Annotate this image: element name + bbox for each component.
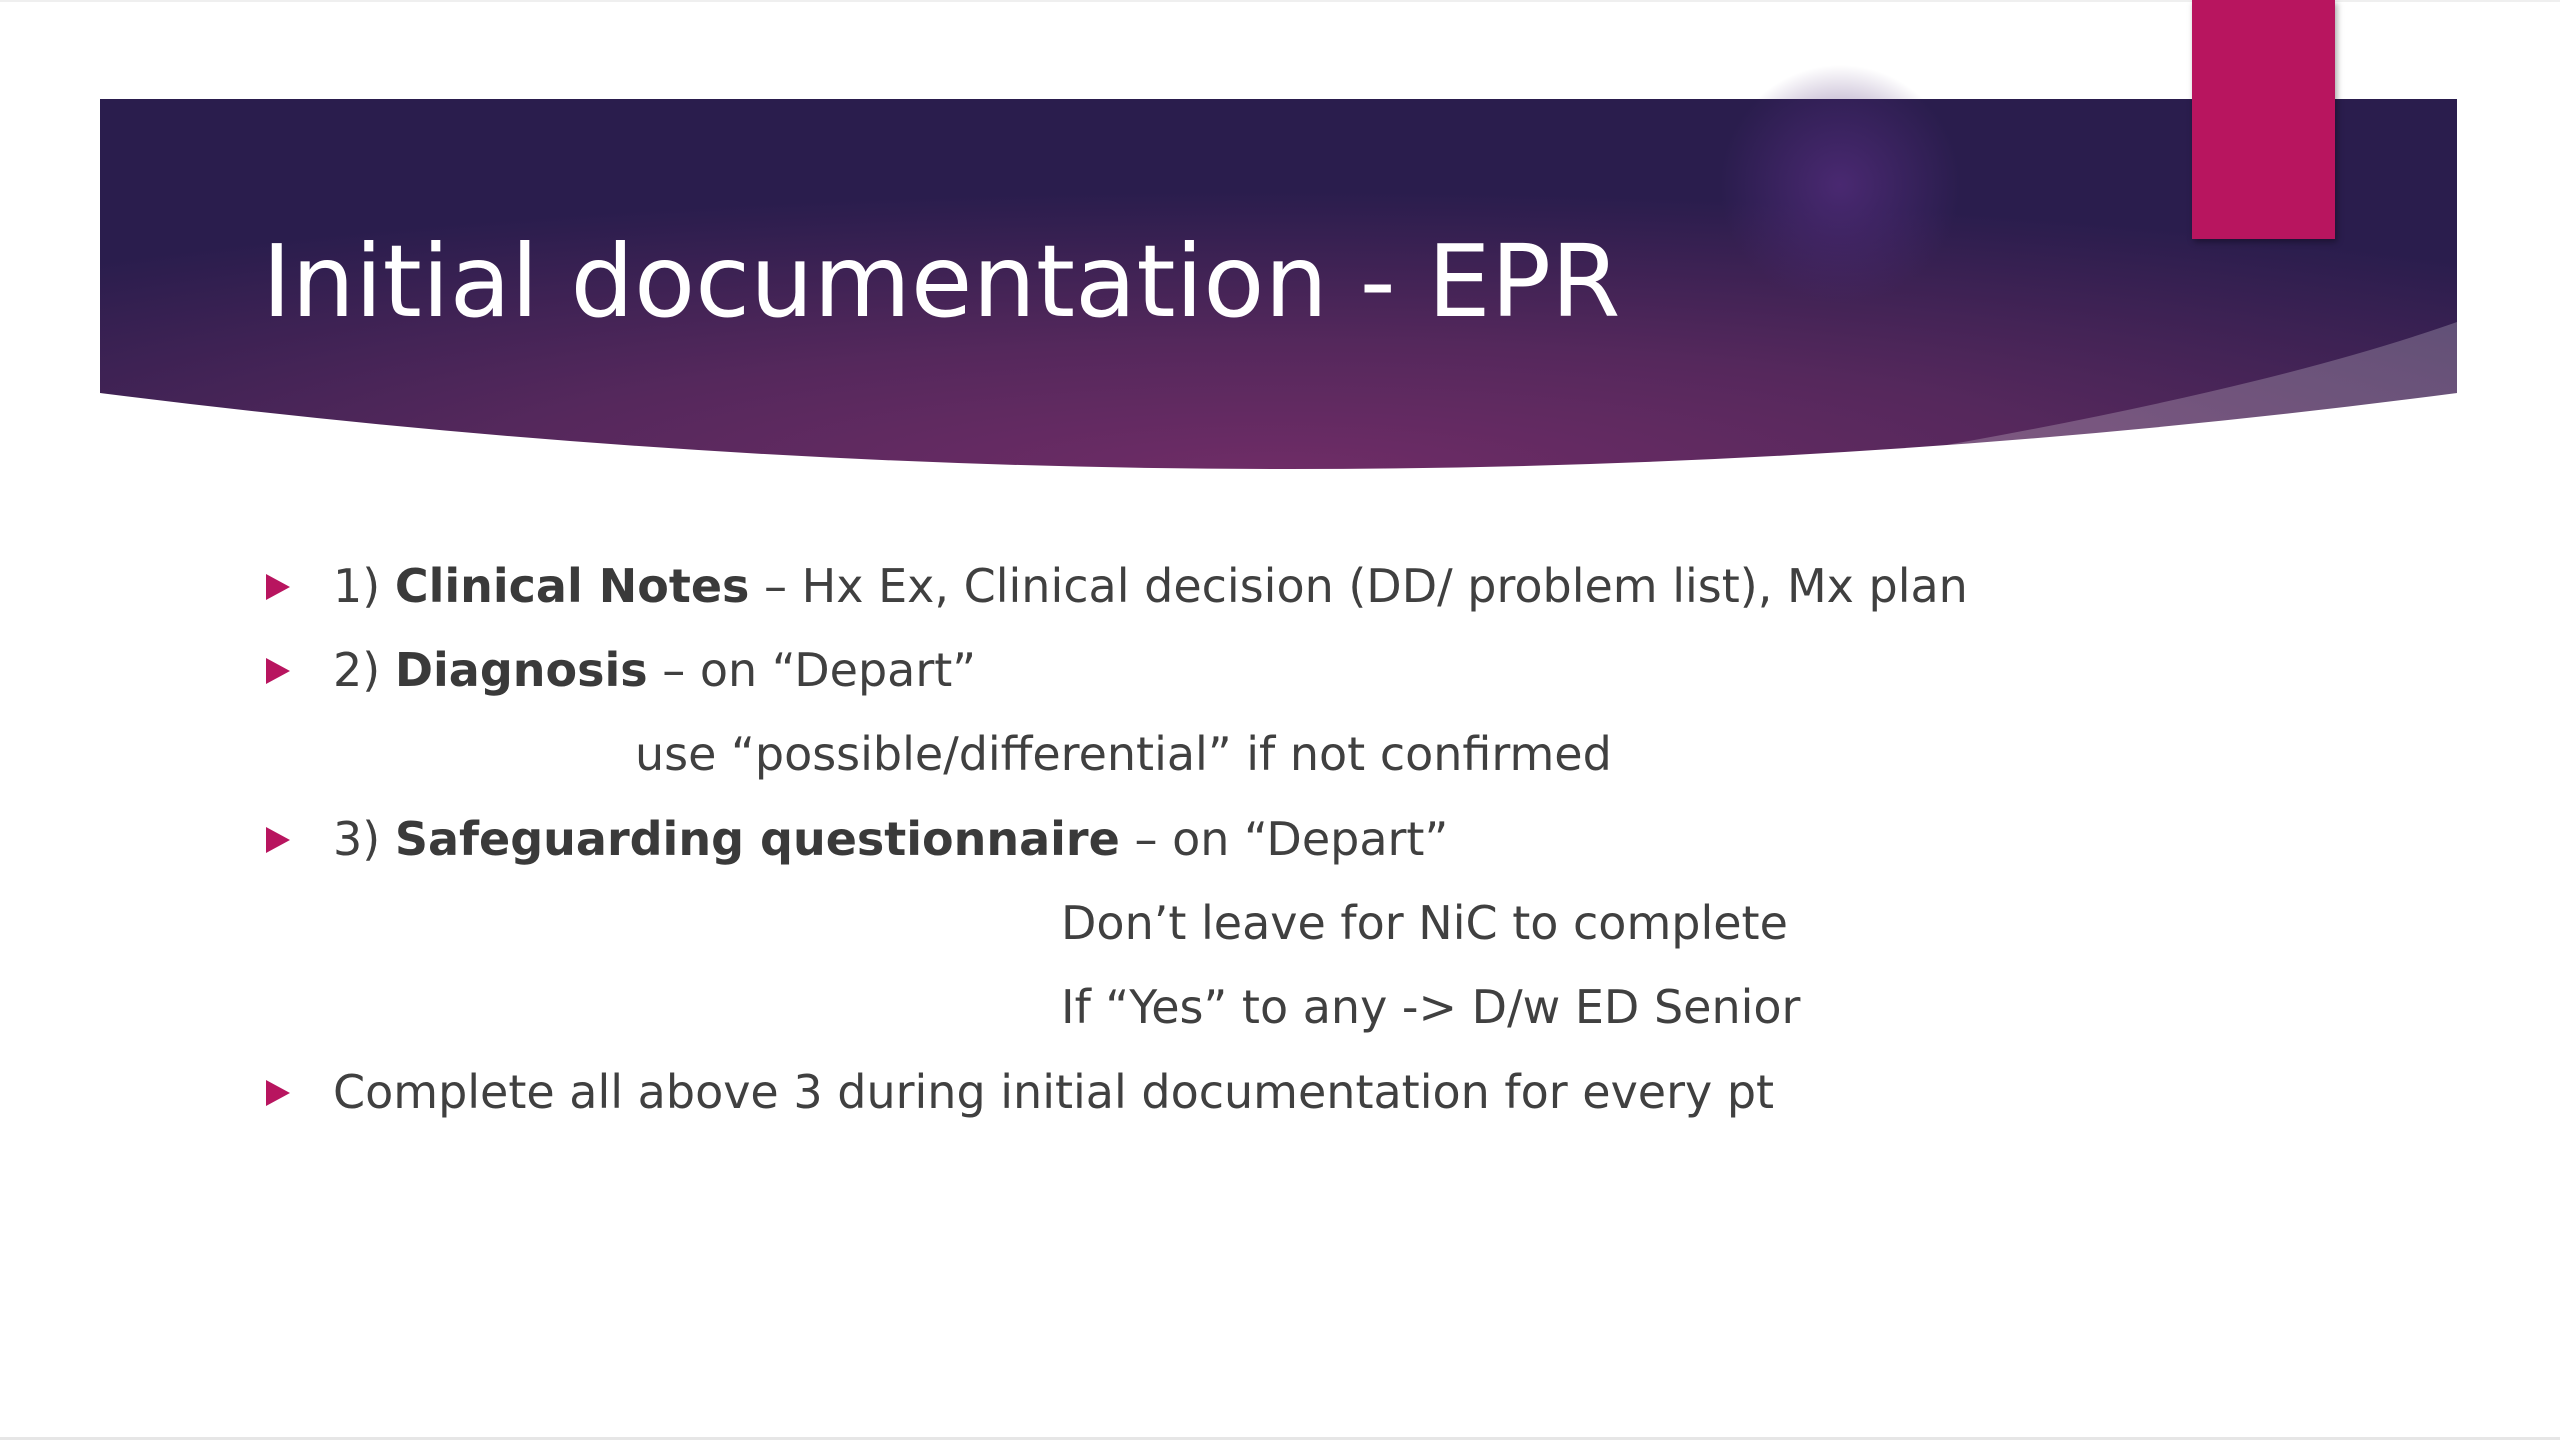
bullet-3-text: – on “Depart” [1119,812,1449,866]
triangle-bullet-icon [266,827,290,853]
triangle-bullet-icon [266,574,290,600]
bullet-3-subline-1: Don’t leave for NiC to complete [1061,896,1788,950]
bullet-4: Complete all above 3 during initial documentation for every pt [333,1065,1775,1119]
bullet-1-prefix: 1) [333,559,395,613]
bullet-2 [333,640,976,700]
bullet-1 [333,556,1968,616]
bullet-2-subline: use “possible/differential” if not confirmed [635,727,1612,781]
triangle-bullet-icon [266,1080,290,1106]
bullet-3-subline-2: If “Yes” to any -> D/w ED Senior [1061,980,1801,1034]
bullet-3 [333,809,1448,869]
bullet-1-text: – Hx Ex, Clinical decision (DD/ problem list), Mx plan [749,559,1968,613]
bullet-3-heading: Safeguarding questionnaire [394,812,1120,866]
bullet-1-heading: Clinical Notes [394,559,750,613]
bullet-2-text: – on “Depart” [647,643,977,697]
slide-title: Initial documentation - EPR [262,223,1621,340]
bullet-2-heading: Diagnosis [394,643,648,697]
triangle-bullet-icon [266,658,290,684]
bullet-3-prefix: 3) [333,812,395,866]
bullet-2-prefix: 2) [333,643,395,697]
